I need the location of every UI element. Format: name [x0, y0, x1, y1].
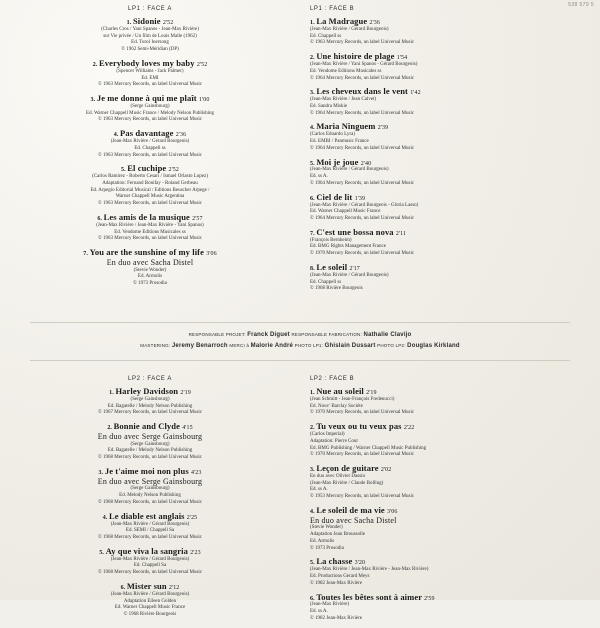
credit-line: Ed. Armolis: [137, 274, 163, 280]
track-name: Sidonie: [132, 16, 163, 26]
credit-line: Ed. EMBI / Panmusic France: [310, 139, 369, 145]
lp2-side-b-header: LP2 : FACE B: [310, 376, 355, 382]
credit-line: © 1963 Mercury Records, un label Universal Music: [97, 201, 203, 207]
track-credits: [10, 223, 290, 243]
track-number: 1.: [310, 20, 317, 26]
credit-line: © 1970 Mercury Records, un label Universal Music: [310, 452, 415, 458]
credit-line: (Jean-Max Rivière / Jean-Max Rivière - Yani Spanos): [96, 222, 204, 228]
credit-line: Warner Chappell Music Argentina: [115, 194, 185, 200]
track-duration: 2'22: [403, 425, 415, 432]
track-name: Le soleil de ma vie: [316, 504, 388, 515]
track-title: [310, 17, 590, 27]
track-credits: [310, 602, 590, 622]
track-entry: [10, 387, 290, 417]
credit-line: Ed. Nouv' Barclay Sociéte: [310, 403, 363, 409]
track-number: 5.: [120, 167, 128, 174]
track-name: C'est une bossa nova: [316, 226, 396, 237]
track-entry: [310, 593, 590, 623]
track-entry: [310, 422, 590, 459]
track-name: Ay que viva la sangria: [105, 545, 191, 556]
credit-line: (Jean-Max Rivière / Gérard Bourgeois): [110, 139, 190, 145]
track-credits: [10, 27, 290, 54]
track-name: La chasse: [316, 556, 355, 567]
lp1-side-a-tracks: [10, 17, 290, 288]
track-name: Les amis de la musique: [103, 211, 193, 222]
credit-line: Ed. Bagatelle / Melody Nelson Publishing: [107, 403, 193, 409]
track-number: 4.: [113, 132, 121, 139]
track-duration: 2'52: [168, 167, 180, 174]
track-duration: 2'17: [349, 265, 360, 272]
track-credits: [10, 139, 290, 159]
track-duo-note: En duo avec Serge Gainsbourg: [97, 476, 203, 486]
credit-line: Ed. Warner Chappell Music France: [310, 209, 381, 215]
track-credits: [310, 567, 590, 587]
track-entry: [310, 17, 590, 47]
credit-line: Adaptation Eileen Golden: [123, 598, 177, 604]
track-duration: 3'06: [206, 251, 217, 258]
credit-line: sur Vie privée / Un film de Louis Malle (1962): [103, 33, 197, 39]
track-name: Nue au soleil: [316, 386, 367, 396]
lp2-side-a-tracks: [10, 387, 290, 619]
track-number: 8.: [310, 265, 317, 272]
track-credits: [310, 273, 590, 293]
track-duration: 2'19: [180, 390, 191, 396]
track-name: Le soleil: [316, 261, 350, 272]
track-number: 3.: [310, 467, 317, 474]
track-duo-note: En duo avec Serge Gainsbourg: [97, 432, 203, 442]
track-number: 7.: [310, 230, 317, 237]
credit-line: (Jean-Max Rivière): [310, 602, 350, 608]
credit-line: © 1968 Rivière Bourgeois: [123, 612, 177, 618]
track-entry: [10, 547, 290, 577]
track-title: [310, 464, 590, 474]
track-number: 2.: [310, 425, 317, 432]
lp1-tracklist: [0, 6, 600, 298]
credit-line: (Serge Gainsbourg): [130, 486, 170, 492]
credit-line: (Jean-Max Rivière / Gérard Bourgeois): [310, 167, 389, 173]
track-number: 6.: [97, 215, 104, 222]
credit-line: En duo avec Olivier Dassin: [310, 473, 365, 479]
track-title: [10, 17, 290, 27]
track-entry: [310, 122, 590, 152]
credit-line: © 1970 Mercury Records, un label Universal Music: [310, 251, 415, 257]
track-credits: [310, 167, 590, 187]
credit-line: © 1963 Mercury Records, un label Universal Music: [97, 117, 203, 123]
track-title: [10, 422, 290, 432]
track-duration: 2'02: [380, 467, 392, 474]
track-number: 1.: [109, 390, 116, 396]
credit-value-photo-lp2: Douglas Kirkland: [407, 343, 460, 350]
track-number: 5.: [99, 549, 106, 556]
track-name: Une histoire de plage: [316, 51, 397, 62]
track-duration: 2'39: [377, 125, 389, 132]
track-duration: 4'23: [190, 469, 202, 476]
credit-line: (Spencer Williams - Jack Palmer): [116, 68, 184, 74]
credit-line: Ed. Vendome Editions Musicales ss: [114, 229, 186, 235]
track-duration: 2'36: [175, 132, 187, 139]
track-credits: [10, 69, 290, 89]
credit-line: © 1970 Mercury Records, un label Universal Music: [310, 410, 415, 416]
credit-line: © 1982 Jean-Max Rivière: [310, 580, 362, 586]
track-credits: [310, 474, 590, 501]
track-duration: 1'42: [410, 90, 421, 97]
credit-line: Ed. BMG Rights Management France: [310, 244, 386, 250]
track-entry: [310, 557, 590, 587]
track-credits: [10, 522, 290, 542]
credit-line: Ed. Bagatelle / Melody Nelson Publishing: [107, 448, 193, 454]
track-entry: [10, 582, 290, 619]
credit-line: Ed. EMI: [141, 75, 159, 81]
track-name: Harley Davidson: [115, 386, 181, 396]
credit-line: (Stevie Wonder): [310, 525, 343, 531]
track-duration: 2'11: [395, 230, 407, 237]
production-credits: [0, 330, 600, 353]
track-entry: [10, 59, 290, 89]
divider-bottom: [30, 360, 570, 361]
track-credits: [10, 592, 290, 619]
credit-line: Ed. Chappell ss: [310, 33, 342, 39]
credit-line: Ed. Vendome Editions Musicales ss: [310, 68, 382, 74]
track-name: Maria Ninguem: [316, 121, 378, 132]
track-entry: [310, 506, 590, 552]
track-title: [10, 387, 290, 397]
track-name: Moi je joue: [316, 156, 361, 167]
credit-line: © 1963 Mercury Records, un label Universal Music: [97, 236, 203, 242]
track-credits: [10, 268, 290, 288]
credit-line: Ed. BMG Publishing / Warner Chappell Music Publishing: [310, 445, 427, 451]
track-credits: [310, 62, 590, 82]
credit-line: © 1982 Jean-Max Rivière: [310, 615, 362, 621]
credit-line: (Jean-Max Rivière / Gérard Bourgeois): [310, 26, 389, 32]
credit-line: (Carlos Ramirez - Roberto Cesari / Ismael Orlasto Lopez): [92, 174, 208, 180]
track-credits: [310, 132, 590, 152]
credit-value-project: Franck Diguet: [247, 332, 290, 338]
lp1-side-b-column: [300, 6, 600, 298]
credit-line: Ed. Productions Gerard Meys: [310, 574, 370, 580]
credit-line: Ed. Chappell ss: [310, 279, 342, 285]
credit-line: Ed. ss A.: [310, 487, 328, 493]
credit-line: © 1964 Mercury Records, un label Universal Music: [310, 180, 415, 186]
lp2-side-a-header: LP2 : FACE A: [128, 376, 172, 382]
track-entry: [310, 158, 590, 188]
track-number: 6.: [120, 584, 127, 591]
track-title: [10, 582, 290, 592]
track-entry: [310, 464, 590, 501]
track-duo-note: En duo avec Sacha Distel: [310, 515, 397, 525]
credit-line: (Carlos Imperial): [310, 432, 345, 438]
track-name: Bonnie and Clyde: [113, 421, 183, 432]
track-duration: 1'54: [396, 55, 408, 62]
credit-line: © 1973 Prosodia: [310, 545, 344, 551]
lp2-side-b-tracks: [310, 387, 590, 623]
track-title: [10, 213, 290, 223]
track-duration: 2'25: [186, 514, 198, 521]
track-title: [310, 422, 590, 432]
track-number: 3.: [310, 90, 317, 97]
credit-line: Ed. ss A.: [310, 174, 328, 180]
track-entry: [310, 193, 590, 223]
credit-value-photo-lp1: Ghislain Dussart: [324, 343, 376, 350]
track-name: Leçon de guitare: [316, 463, 381, 474]
track-number: 2.: [92, 61, 100, 68]
credit-line: Adaptation: Pierre Cour: [310, 438, 359, 444]
track-name: Pas davantage: [120, 128, 176, 139]
credit-line: Ed. Warner Chappell Music France: [114, 605, 186, 611]
track-title: [310, 228, 590, 238]
track-number: 2.: [310, 55, 317, 62]
credit-line: Adaptation Jean Broussolle: [310, 532, 365, 538]
credit-line: © 1964 Mercury Records, un label Universal Music: [310, 216, 415, 222]
track-entry: [10, 94, 290, 124]
credit-line: © 1964 Mercury Records, un label Universal Music: [310, 110, 415, 116]
track-number: 5.: [310, 560, 317, 567]
track-duration: 2'19: [366, 390, 377, 396]
track-entry: [310, 263, 590, 293]
track-duration: 3'20: [354, 560, 366, 567]
credit-line: © 1963 Mercury Records, un label Universal Music: [310, 40, 415, 46]
track-title: [10, 164, 290, 174]
track-duration: 2'52: [162, 20, 174, 26]
track-entry: [10, 164, 290, 208]
credit-line: Ed. Chappell Sa: [133, 563, 167, 569]
track-title: [310, 263, 590, 273]
track-credits: [310, 97, 590, 117]
track-number: 4.: [310, 125, 317, 132]
track-number: 4.: [310, 508, 317, 515]
credit-label-production: RESPONSABLE FABRICATION:: [291, 332, 362, 337]
track-credits: [10, 397, 290, 417]
credit-line: © 1968 Mercury Records, un label Universal Music: [97, 570, 203, 576]
credit-label-photo-lp1: PHOTO LP1:: [294, 343, 324, 349]
track-title: [310, 557, 590, 567]
track-credits: [310, 432, 590, 459]
credit-label-mastering: MASTERING:: [140, 343, 171, 349]
credit-line: (Jean-Max Rivière / Jean Calvet): [310, 97, 377, 103]
credit-line: © 1962 Semi-Méridian (DP): [121, 47, 179, 53]
credit-line: (Stevie Wonder): [133, 267, 167, 273]
track-title: [10, 59, 290, 69]
track-duration: 4'15: [182, 425, 193, 432]
track-number: 6.: [310, 195, 317, 202]
credit-line: © 1968 Rivière Bourgeois: [310, 286, 363, 292]
track-entry: [10, 213, 290, 243]
track-number: 3.: [98, 469, 105, 476]
track-title: [10, 94, 290, 104]
credit-line: © 1964 Mercury Records, un label Universal Music: [310, 145, 415, 151]
track-entry: [310, 228, 590, 258]
credit-line: Adaptation: Fernand Bonifay - Roland Gerbeau: [102, 180, 198, 186]
credit-value-mastering: Jeremy Benarroch: [171, 343, 228, 350]
track-name: La Madrague: [316, 16, 370, 26]
track-title: [310, 158, 590, 168]
divider-top: [30, 322, 570, 323]
track-entry: [10, 467, 290, 507]
credit-line: (Jean-Max Rivière / Gérard Bourgeois - Gloria Lasso): [310, 202, 419, 208]
lp1-side-b-tracks: [310, 17, 590, 293]
track-entry: [310, 52, 590, 82]
track-name: El cuchipe: [127, 163, 169, 174]
lp1-side-a-column: [0, 6, 300, 298]
lp1-side-b-header: LP1 : FACE B: [310, 6, 355, 12]
track-entry: [10, 512, 290, 542]
credit-line: Ed. SEMI / Chappell Sa: [125, 528, 175, 534]
track-number: 4.: [102, 514, 110, 521]
track-duration: 2'23: [190, 549, 201, 556]
track-title: [310, 52, 590, 62]
lp1-side-a-header: LP1 : FACE A: [128, 6, 172, 12]
track-entry: [10, 248, 290, 288]
credit-value-thanks: Malorie André: [250, 343, 294, 350]
credit-line: © 1968 Mercury Records, un label Universal Music: [97, 455, 203, 461]
credit-label-photo-lp2: PHOTO LP2:: [377, 343, 406, 349]
track-title: [10, 547, 290, 557]
track-credits: [310, 238, 590, 258]
credit-line: (Charles Cros / Yani Spanos - Jean-Max Rivière): [101, 26, 199, 32]
track-title: [310, 193, 590, 203]
track-credits: [10, 442, 290, 462]
track-title: [310, 87, 590, 97]
credit-line: (Jean-Max Rivière / Gérard Bourgeois): [110, 521, 190, 527]
track-entry: [10, 17, 290, 54]
credit-line: Ed. Melody Nelson Publishing: [119, 493, 181, 499]
credit-line: © 1968 Mercury Records, un label Universal Music: [97, 535, 203, 540]
track-name: Je t'aime moi non plus: [104, 465, 191, 476]
track-title: [310, 122, 590, 132]
track-credits: [310, 27, 590, 47]
credit-line: © 1973 Prosodia: [133, 281, 167, 287]
credit-line: Ed. ss A.: [310, 609, 328, 615]
credit-line: Ed. Armolis: [310, 538, 335, 544]
credit-line: (Jean-Max Rivière / Jean-Max Rivière - Jean-Max Rivière): [310, 567, 429, 573]
track-credits: [10, 486, 290, 506]
credit-label-thanks: MERCI à: [229, 343, 250, 349]
credit-line: © 1953 Mercury Records, un label Universal Music: [310, 494, 415, 500]
track-title: [10, 512, 290, 522]
track-title: [10, 467, 290, 477]
track-credits: [10, 174, 290, 208]
track-name: Tu veux ou tu veux pas: [316, 421, 404, 432]
track-title: [310, 593, 590, 603]
track-name: Everybody loves my baby: [99, 57, 197, 68]
catalog-number: 538 579 5: [568, 2, 594, 8]
credit-line: Ed. Arpegio Editorial Musical / Editions Beuscher Arpege /: [90, 187, 210, 193]
track-credits: [310, 525, 590, 552]
track-title: [310, 387, 590, 397]
track-name: You are the sunshine of my life: [89, 247, 207, 258]
track-number: 2.: [107, 425, 114, 432]
track-name: Le diable est anglais: [109, 510, 187, 521]
credit-line: © 1964 Mercury Records, un label Universal Music: [310, 75, 415, 81]
track-duration: 2'59: [424, 595, 435, 602]
track-entry: [310, 387, 590, 417]
track-duration: 2'36: [369, 20, 380, 26]
credit-line: © 1968 Mercury Records, un label Universal Music: [97, 499, 203, 505]
track-credits: [310, 203, 590, 223]
track-duration: 2'52: [196, 61, 208, 68]
credit-line: Ed. Chappell ss: [134, 145, 166, 151]
credit-line: (Jean-Max Rivière / Yani Spanos - Gérard Bourgeois): [310, 62, 418, 68]
credit-line: Ed. Turol Inersong: [131, 40, 169, 46]
track-entry: [10, 422, 290, 462]
credit-label-project: RESPONSABLE PROJET:: [188, 332, 246, 337]
credit-line: (Jean-Max Rivière / Claude Bolling): [310, 480, 384, 486]
credit-value-production: Nathalie Clavijo: [363, 332, 412, 338]
track-duration: 2'40: [360, 160, 372, 167]
track-number: 1.: [126, 20, 133, 26]
credit-line: (Jean-Max Rivière / Gérard Bourgeois): [110, 591, 190, 597]
track-name: Mister sun: [126, 580, 169, 591]
track-number: 6.: [310, 595, 317, 602]
credit-line: © 1967 Mercury Records, un label Universal Music: [97, 410, 203, 416]
credit-line: (Carlos Eduardo Lyra): [310, 132, 355, 138]
credit-line: © 1963 Mercury Records, un label Universal Music: [97, 82, 203, 88]
track-duration: 1'00: [198, 97, 210, 104]
credit-line: (Jean-Max Rivière / Gérard Bourgeois): [310, 272, 389, 278]
lp2-side-a-column: [0, 376, 300, 628]
credit-line: (Jean-Max Rivière / Gérard Bourgeois): [110, 556, 190, 562]
credit-line: (François Bernheim): [310, 237, 352, 243]
credit-line: Ed. Sandra Miskie: [310, 103, 348, 109]
track-entry: [310, 87, 590, 117]
track-number: 3.: [90, 97, 97, 104]
lp2-side-b-column: [300, 376, 600, 628]
track-duration: 2'57: [192, 215, 203, 222]
credit-line: (Serge Gainsbourg): [130, 441, 170, 447]
track-name: Toutes les bêtes sont à aimer: [316, 591, 425, 602]
track-number: 5.: [310, 160, 317, 167]
track-duration: 2'12: [168, 584, 180, 591]
credit-line: (Jean Schmitt - Jean-François Fredenucci): [310, 396, 395, 402]
track-name: Les cheveux dans le vent: [316, 86, 411, 97]
track-duration: 1'39: [354, 195, 366, 202]
credit-line: (Serge Gainsbourg): [130, 103, 170, 109]
track-credits: [10, 104, 290, 124]
track-entry: [10, 129, 290, 159]
credit-line: (Serge Gainsbourg): [130, 396, 170, 402]
credit-line: © 1963 Mercury Records, un label Universal Music: [97, 152, 203, 158]
track-credits: [310, 397, 590, 417]
track-duration: 3'06: [387, 508, 398, 515]
track-title: [10, 248, 290, 258]
credit-line: Ed. Warner Chappell Music France / Melody Nelson Publishing: [86, 110, 214, 116]
track-number: 1.: [310, 390, 317, 396]
track-name: Je me donne à qui me plaît: [96, 93, 199, 104]
track-number: 7.: [83, 251, 90, 258]
track-duo-note: En duo avec Sacha Distel: [106, 257, 194, 267]
track-credits: [10, 557, 290, 577]
track-title: [310, 506, 590, 516]
track-name: Ciel de lit: [316, 191, 355, 202]
track-title: [10, 129, 290, 139]
lp2-tracklist: [0, 376, 600, 628]
